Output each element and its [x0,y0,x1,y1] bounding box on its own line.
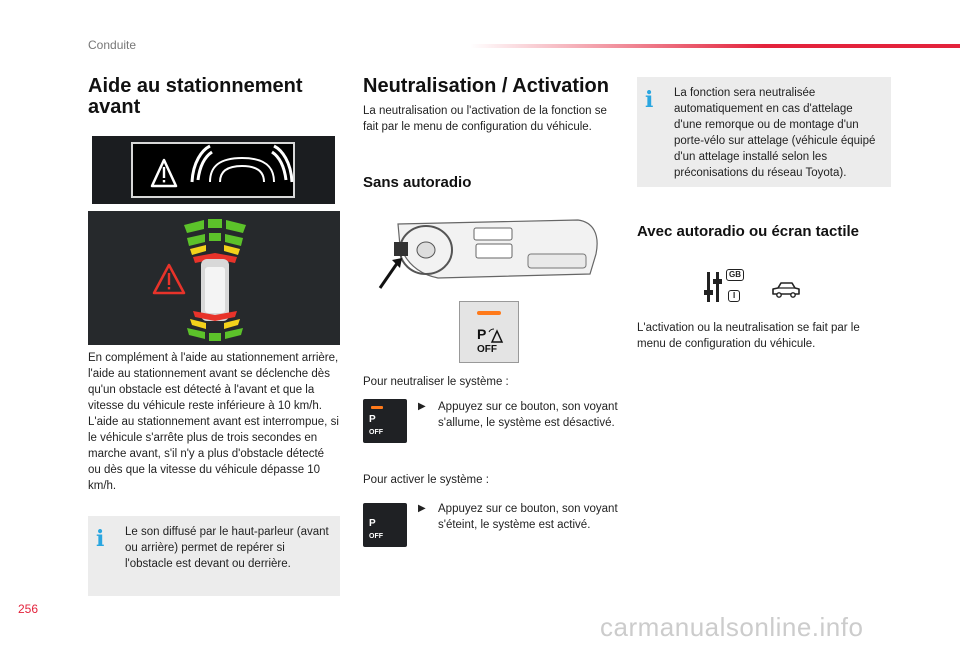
button-off-label: OFF [369,429,383,436]
warning-triangle-icon [154,265,184,293]
button-p-label: P [369,414,376,425]
settings-sliders-icon[interactable] [704,268,746,304]
button-p-label: P [369,518,376,529]
left-description: En complément à l'aide au stationnement arrière, l'aide au stationnement avant se déclenche dès qu'un obstacle est détecté à l'avant et que la vitesse du véhicule reste inférieure à 10 km/h. L'aide au stationnement avant est interrompue, si le véhicule s'arrête plus de trois secondes en marche avant, s'il n'y a plus d'obstacle détecté ou dès que la vitesse du véhicule dépasse 10 km/h. [88,352,339,492]
p-off-button-unlit[interactable] [363,503,407,547]
bullet-arrow-icon: ▶ [418,401,426,412]
header-rule [470,44,960,48]
info-icon: i [96,526,105,552]
p-off-button-lit[interactable] [363,399,407,443]
p-off-button-large[interactable] [459,301,519,363]
activate-label: Pour activer le système : [363,474,489,486]
neutralize-label: Pour neutraliser le système : [363,376,509,388]
button-led-indicator [477,311,501,315]
parking-sensor-off-icon [488,328,506,344]
sensor-zones-graphic [88,211,340,345]
footer-watermark: carmanualsonline.info [600,612,864,642]
section-title: Conduite [88,38,137,52]
parking-display-graphic [92,136,335,204]
subtitle-avec-autoradio: Avec autoradio ou écran tactile [637,223,860,240]
page-title-middle: Neutralisation / Activation [363,75,609,97]
button-led-on [371,406,383,409]
right-info-box [637,77,891,187]
icon-i-label: I [728,290,740,302]
bullet-arrow-icon: ▶ [418,503,426,514]
page-title-left: Aide au stationnement avant [88,75,303,118]
neutralize-step: ▶ Appuyez sur ce bouton, son voyant s'allume, le système est désactivé. [418,401,618,429]
button-label-off: OFF [477,344,497,355]
page-number: 256 [18,602,39,616]
button-label-p: P [477,326,487,342]
right-description: L'activation ou la neutralisation se fait par le menu de configuration du véhicule. [637,322,860,350]
subtitle-sans-autoradio: Sans autoradio [363,174,472,191]
middle-intro: La neutralisation ou l'activation de la fonction se fait par le menu de configuration du véhicule. [363,105,607,133]
sensor-zones-panel [88,211,340,345]
rear-zone-green [187,328,243,341]
display-panel [92,136,335,204]
activate-step: ▶ Appuyez sur ce bouton, son voyant s'éteint, le système est activé. [418,503,618,531]
info-icon: i [645,87,654,113]
left-info-text: Le son diffusé par le haut-parleur (avant ou arrière) permet de repérer si l'obstacle est devant ou derrière. [125,526,329,570]
dashboard-illustration [378,214,618,294]
car-icon[interactable] [770,280,802,300]
left-info-box [88,516,340,596]
button-off-label: OFF [369,533,383,540]
right-info-text: La fonction sera neutralisée automatiquement en cas d'attelage d'une remorque ou de montage d'un porte-vélo sur attelage (véhicule équipé d'un attelage installé selon les préconisations du réseau Toyota). [674,87,876,179]
front-zone-green [184,219,246,246]
icon-gb-label: GB [726,269,744,281]
